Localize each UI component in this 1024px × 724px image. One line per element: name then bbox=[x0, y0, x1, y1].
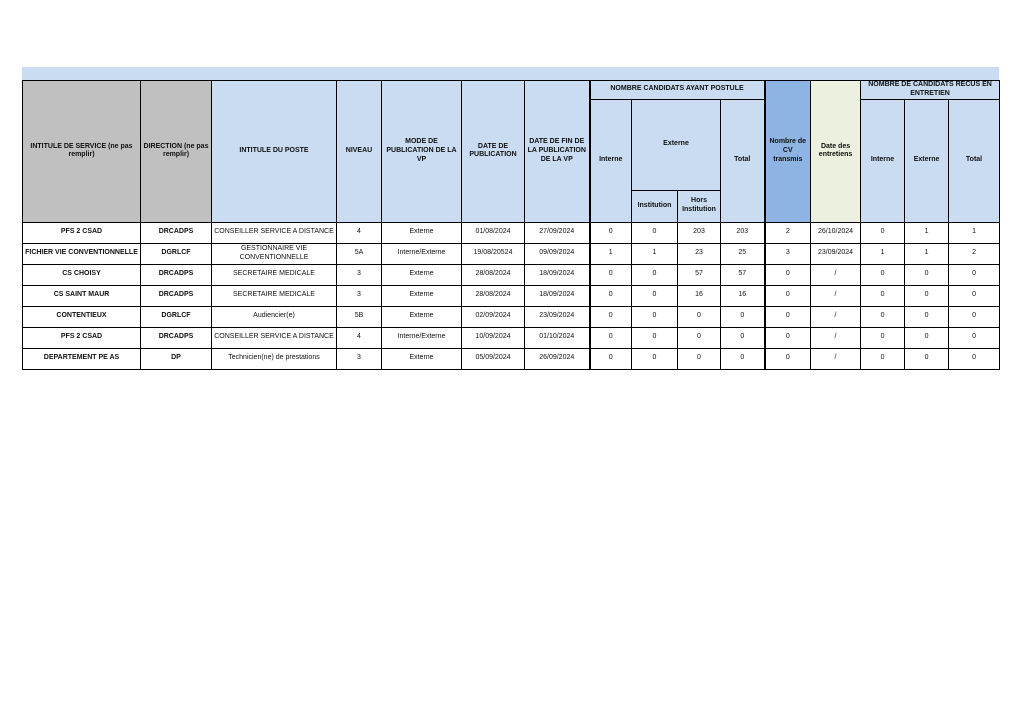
date-entretiens-cell: / bbox=[811, 306, 861, 327]
hors-institution-cell: 23 bbox=[678, 243, 721, 264]
niveau-cell: 3 bbox=[337, 285, 382, 306]
hors-institution-cell: 0 bbox=[678, 306, 721, 327]
table-row bbox=[23, 327, 1000, 348]
entretien-externe-cell: 1 bbox=[905, 222, 949, 243]
header-date-entretiens: Date des entretiens bbox=[811, 81, 861, 223]
table-row bbox=[23, 306, 1000, 327]
mode-cell: Externe bbox=[382, 264, 462, 285]
mode-cell: Externe bbox=[382, 306, 462, 327]
total-cell: 0 bbox=[721, 306, 765, 327]
date-fin-cell: 09/09/2024 bbox=[525, 243, 590, 264]
service-cell: PFS 2 CSAD bbox=[23, 327, 141, 348]
header-candidats-group: NOMBRE CANDIDATS AYANT POSTULE bbox=[590, 81, 765, 100]
header-entretien-group: NOMBRE DE CANDIDATS RECUS EN ENTRETIEN bbox=[861, 81, 1000, 100]
header-interne: Interne bbox=[590, 99, 632, 222]
date-publication-cell: 10/09/2024 bbox=[462, 327, 525, 348]
hors-institution-cell: 203 bbox=[678, 222, 721, 243]
date-fin-cell: 18/09/2024 bbox=[525, 264, 590, 285]
date-entretiens-cell: / bbox=[811, 348, 861, 369]
cv-transmis-cell: 3 bbox=[765, 243, 811, 264]
entretien-externe-cell: 0 bbox=[905, 306, 949, 327]
date-entretiens-cell: 23/09/2024 bbox=[811, 243, 861, 264]
niveau-cell: 5B bbox=[337, 306, 382, 327]
total-cell: 57 bbox=[721, 264, 765, 285]
mode-cell: Externe bbox=[382, 285, 462, 306]
header-date-publication: DATE DE PUBLICATION bbox=[462, 81, 525, 223]
header-band bbox=[22, 67, 999, 80]
service-cell: FICHIER VIE CONVENTIONNELLE bbox=[23, 243, 141, 264]
entretien-interne-cell: 0 bbox=[861, 222, 905, 243]
interne-cell: 0 bbox=[590, 285, 632, 306]
date-fin-cell: 01/10/2024 bbox=[525, 327, 590, 348]
cv-transmis-cell: 0 bbox=[765, 264, 811, 285]
date-fin-cell: 18/09/2024 bbox=[525, 285, 590, 306]
hors-institution-cell: 0 bbox=[678, 327, 721, 348]
header-entretien-externe: Externe bbox=[905, 99, 949, 222]
cv-transmis-cell: 0 bbox=[765, 327, 811, 348]
table-row bbox=[23, 348, 1000, 369]
date-publication-cell: 19/08/20524 bbox=[462, 243, 525, 264]
interne-cell: 0 bbox=[590, 348, 632, 369]
mode-cell: Interne/Externe bbox=[382, 327, 462, 348]
interne-cell: 0 bbox=[590, 327, 632, 348]
cv-transmis-cell: 2 bbox=[765, 222, 811, 243]
date-publication-cell: 02/09/2024 bbox=[462, 306, 525, 327]
header-entretien-interne: Interne bbox=[861, 99, 905, 222]
entretien-total-cell: 0 bbox=[949, 306, 1000, 327]
total-cell: 0 bbox=[721, 348, 765, 369]
interne-cell: 0 bbox=[590, 264, 632, 285]
institution-cell: 1 bbox=[632, 243, 678, 264]
cv-transmis-cell: 0 bbox=[765, 285, 811, 306]
entretien-total-cell: 0 bbox=[949, 348, 1000, 369]
table-row bbox=[23, 222, 1000, 243]
header-intitule-poste: INTITULE DU POSTE bbox=[212, 81, 337, 223]
cv-transmis-cell: 0 bbox=[765, 348, 811, 369]
table-row bbox=[23, 285, 1000, 306]
poste-cell: SECRETAIRE MEDICALE bbox=[212, 285, 337, 306]
header-niveau: NIVEAU bbox=[337, 81, 382, 223]
entretien-total-cell: 1 bbox=[949, 222, 1000, 243]
table-row bbox=[23, 243, 1000, 264]
entretien-externe-cell: 0 bbox=[905, 327, 949, 348]
service-cell: DEPARTEMENT PE AS bbox=[23, 348, 141, 369]
header-externe: Externe bbox=[632, 99, 721, 190]
niveau-cell: 5A bbox=[337, 243, 382, 264]
date-publication-cell: 28/08/2024 bbox=[462, 264, 525, 285]
date-entretiens-cell: / bbox=[811, 285, 861, 306]
interne-cell: 1 bbox=[590, 243, 632, 264]
header-total: Total bbox=[721, 99, 765, 222]
institution-cell: 0 bbox=[632, 264, 678, 285]
date-entretiens-cell: 26/10/2024 bbox=[811, 222, 861, 243]
interne-cell: 0 bbox=[590, 306, 632, 327]
niveau-cell: 3 bbox=[337, 264, 382, 285]
mode-cell: Externe bbox=[382, 348, 462, 369]
header-intitule-service: INTITULE DE SERVICE (ne pas remplir) bbox=[23, 81, 141, 223]
direction-cell: DGRLCF bbox=[141, 243, 212, 264]
cv-transmis-cell: 0 bbox=[765, 306, 811, 327]
date-fin-cell: 26/09/2024 bbox=[525, 348, 590, 369]
header-cv-transmis: Nombre de CV transmis bbox=[765, 81, 811, 223]
table-row bbox=[23, 264, 1000, 285]
header-entretien-total: Total bbox=[949, 99, 1000, 222]
date-entretiens-cell: / bbox=[811, 264, 861, 285]
hors-institution-cell: 0 bbox=[678, 348, 721, 369]
total-cell: 16 bbox=[721, 285, 765, 306]
service-cell: CS SAINT MAUR bbox=[23, 285, 141, 306]
entretien-externe-cell: 0 bbox=[905, 264, 949, 285]
entretien-interne-cell: 0 bbox=[861, 306, 905, 327]
entretien-total-cell: 2 bbox=[949, 243, 1000, 264]
institution-cell: 0 bbox=[632, 348, 678, 369]
institution-cell: 0 bbox=[632, 222, 678, 243]
date-publication-cell: 01/08/2024 bbox=[462, 222, 525, 243]
header-institution: Institution bbox=[632, 190, 678, 222]
table-body bbox=[23, 222, 1000, 369]
institution-cell: 0 bbox=[632, 306, 678, 327]
date-fin-cell: 23/09/2024 bbox=[525, 306, 590, 327]
hors-institution-cell: 16 bbox=[678, 285, 721, 306]
niveau-cell: 4 bbox=[337, 222, 382, 243]
date-publication-cell: 28/08/2024 bbox=[462, 285, 525, 306]
poste-cell: GESTIONNAIRE VIE CONVENTIONNELLE bbox=[212, 243, 337, 264]
entretien-interne-cell: 0 bbox=[861, 348, 905, 369]
entretien-total-cell: 0 bbox=[949, 264, 1000, 285]
direction-cell: DRCADPS bbox=[141, 285, 212, 306]
entretien-total-cell: 0 bbox=[949, 285, 1000, 306]
mode-cell: Interne/Externe bbox=[382, 243, 462, 264]
direction-cell: DGRLCF bbox=[141, 306, 212, 327]
entretien-externe-cell: 0 bbox=[905, 348, 949, 369]
total-cell: 0 bbox=[721, 327, 765, 348]
entretien-interne-cell: 0 bbox=[861, 264, 905, 285]
date-publication-cell: 05/09/2024 bbox=[462, 348, 525, 369]
direction-cell: DRCADPS bbox=[141, 222, 212, 243]
date-fin-cell: 27/09/2024 bbox=[525, 222, 590, 243]
recruitment-table bbox=[22, 80, 1000, 370]
service-cell: CONTENTIEUX bbox=[23, 306, 141, 327]
direction-cell: DP bbox=[141, 348, 212, 369]
entretien-externe-cell: 0 bbox=[905, 285, 949, 306]
poste-cell: Technicien(ne) de prestations bbox=[212, 348, 337, 369]
niveau-cell: 4 bbox=[337, 327, 382, 348]
header-hors-institution: Hors Institution bbox=[678, 190, 721, 222]
direction-cell: DRCADPS bbox=[141, 327, 212, 348]
direction-cell: DRCADPS bbox=[141, 264, 212, 285]
entretien-interne-cell: 1 bbox=[861, 243, 905, 264]
entretien-externe-cell: 1 bbox=[905, 243, 949, 264]
entretien-interne-cell: 0 bbox=[861, 327, 905, 348]
niveau-cell: 3 bbox=[337, 348, 382, 369]
header-direction: DIRECTION (ne pas remplir) bbox=[141, 81, 212, 223]
interne-cell: 0 bbox=[590, 222, 632, 243]
poste-cell: Audiencier(e) bbox=[212, 306, 337, 327]
entretien-interne-cell: 0 bbox=[861, 285, 905, 306]
poste-cell: CONSEILLER SERVICE A DISTANCE bbox=[212, 327, 337, 348]
entretien-total-cell: 0 bbox=[949, 327, 1000, 348]
institution-cell: 0 bbox=[632, 327, 678, 348]
institution-cell: 0 bbox=[632, 285, 678, 306]
date-entretiens-cell: / bbox=[811, 327, 861, 348]
total-cell: 25 bbox=[721, 243, 765, 264]
header-mode-publication: MODE DE PUBLICATION DE LA VP bbox=[382, 81, 462, 223]
total-cell: 203 bbox=[721, 222, 765, 243]
header-date-fin-publication: DATE DE FIN DE LA PUBLICATION DE LA VP bbox=[525, 81, 590, 223]
service-cell: PFS 2 CSAD bbox=[23, 222, 141, 243]
service-cell: CS CHOISY bbox=[23, 264, 141, 285]
hors-institution-cell: 57 bbox=[678, 264, 721, 285]
mode-cell: Externe bbox=[382, 222, 462, 243]
poste-cell: SECRETAIRE MEDICALE bbox=[212, 264, 337, 285]
poste-cell: CONSEILLER SERVICE A DISTANCE bbox=[212, 222, 337, 243]
